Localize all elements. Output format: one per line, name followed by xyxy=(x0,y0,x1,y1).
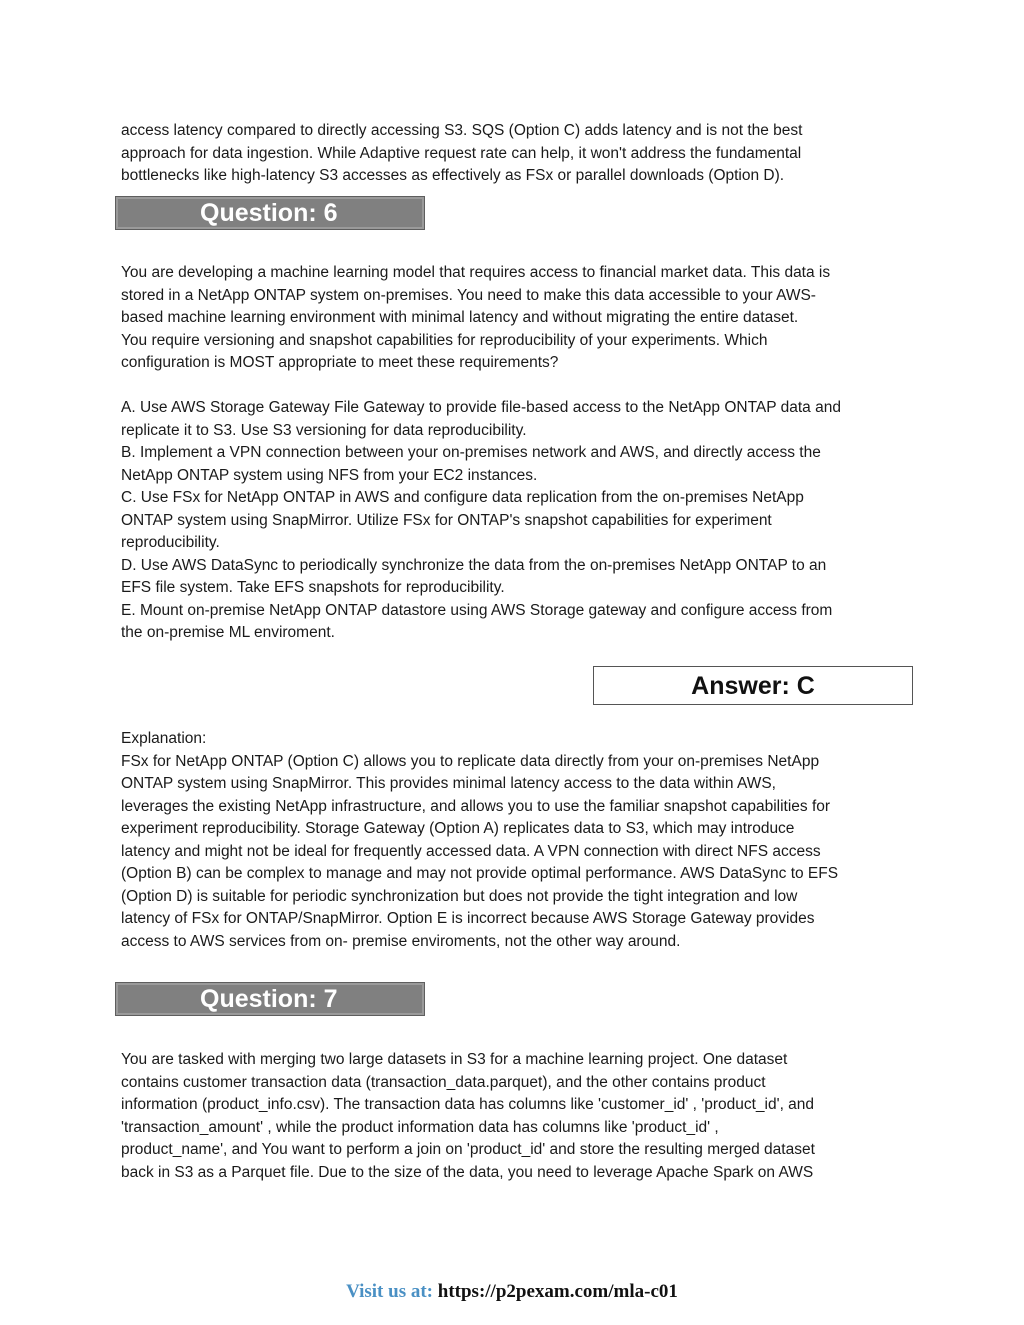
footer-visit-label: Visit us at: xyxy=(346,1281,434,1302)
option-a: A. Use AWS Storage Gateway File Gateway to provide file-based access to the NetApp ONTAP data and xyxy=(121,399,841,416)
page-footer xyxy=(0,1281,1024,1303)
answer-box xyxy=(593,666,913,705)
text-line: access latency compared to directly accessing S3. SQS (Option C) adds latency and is not the best xyxy=(121,122,803,139)
option-c-cont: reproducibility. xyxy=(121,534,220,551)
text-line: (Option B) can be complex to manage and may not provide optimal performance. AWS DataSync to EFS xyxy=(121,865,839,882)
text-line: (Option D) is suitable for periodic synchronization but does not provide the tight integration and low xyxy=(121,887,798,905)
question-7-banner xyxy=(115,982,425,1016)
question-6-text xyxy=(121,262,911,375)
intro-paragraph xyxy=(121,120,911,188)
option-b-cont: NetApp ONTAP system using NFS from your EC2 instances. xyxy=(121,466,538,484)
text-line: 'transaction_amount' , while the product information data has columns like 'product_id' , xyxy=(121,1118,719,1136)
footer-url-link[interactable]: https://p2pexam.com/mla-c01 xyxy=(437,1281,678,1302)
text-line: approach for data ingestion. While Adaptive request rate can help, it won't address the fundamental xyxy=(121,144,802,162)
text-line: back in S3 as a Parquet file. Due to the size of the data, you need to leverage Apache Spark on AWS xyxy=(121,1163,814,1181)
text-line: bottlenecks like high-latency S3 accesses as effectively as FSx or parallel downloads (Option D). xyxy=(121,167,785,184)
text-line: contains customer transaction data (transaction_data.parquet), and the other contains product xyxy=(121,1073,766,1091)
text-line: latency and might not be ideal for frequently accessed data. A VPN connection with direct NFS access xyxy=(121,842,821,860)
text-line: leverages the existing NetApp infrastructure, and allows you to use the familiar snapshot capabilities for xyxy=(121,797,831,815)
text-line: You are tasked with merging two large datasets in S3 for a machine learning project. One dataset xyxy=(121,1051,788,1068)
text-line: configuration is MOST appropriate to meet these requirements? xyxy=(121,354,559,371)
text-line: access to AWS services from on- premise enviroments, not the other way around. xyxy=(121,932,681,950)
question-7-text xyxy=(121,1049,911,1184)
option-c-cont: ONTAP system using SnapMirror. Utilize FSx for ONTAP's snapshot capabilities for experiment xyxy=(121,511,772,529)
option-d: D. Use AWS DataSync to periodically synchronize the data from the on-premises NetApp ONTAP to an xyxy=(121,556,827,574)
text-line: product_name', and You want to perform a join on 'product_id' and store the resulting merged dataset xyxy=(121,1141,815,1158)
option-d-cont: EFS file system. Take EFS snapshots for reproducibility. xyxy=(121,579,505,596)
text-line: stored in a NetApp ONTAP system on-premises. You need to make this data accessible to your AWS- xyxy=(121,286,816,304)
option-c: C. Use FSx for NetApp ONTAP in AWS and configure data replication from the on-premises NetApp xyxy=(121,489,804,506)
text-line: experiment reproducibility. Storage Gateway (Option A) replicates data to S3, which may introduce xyxy=(121,820,795,837)
text-line: information (product_info.csv). The transaction data has columns like 'customer_id' , 'product_id', and xyxy=(121,1096,815,1113)
option-e: E. Mount on-premise NetApp ONTAP datastore using AWS Storage gateway and configure access from xyxy=(121,601,833,619)
text-line: FSx for NetApp ONTAP (Option C) allows you to replicate data directly from your on-premises NetApp xyxy=(121,752,820,770)
explanation-heading: Explanation: xyxy=(121,730,207,747)
option-e-cont: the on-premise ML enviroment. xyxy=(121,624,335,641)
question-7-title: Question: 7 xyxy=(200,985,338,1013)
text-line: ONTAP system using SnapMirror. This provides minimal latency access to the data within AWS, xyxy=(121,775,776,792)
answer-text: Answer: C xyxy=(691,672,815,700)
question-6-title: Question: 6 xyxy=(200,199,338,227)
question-6-explanation xyxy=(121,728,911,953)
question-6-options xyxy=(121,397,911,645)
text-line: You are developing a machine learning model that requires access to financial market data. This data is xyxy=(121,264,831,281)
text-line: based machine learning environment with minimal latency and without migrating the entire dataset. xyxy=(121,309,799,326)
option-b: B. Implement a VPN connection between your on-premises network and AWS, and directly access the xyxy=(121,444,821,461)
text-line: You require versioning and snapshot capabilities for reproducibility of your experiments. Which xyxy=(121,331,768,349)
text-line: latency of FSx for ONTAP/SnapMirror. Option E is incorrect because AWS Storage Gateway provides xyxy=(121,910,815,927)
option-a-cont: replicate it to S3. Use S3 versioning for data reproducibility. xyxy=(121,421,527,439)
question-6-banner xyxy=(115,196,425,230)
